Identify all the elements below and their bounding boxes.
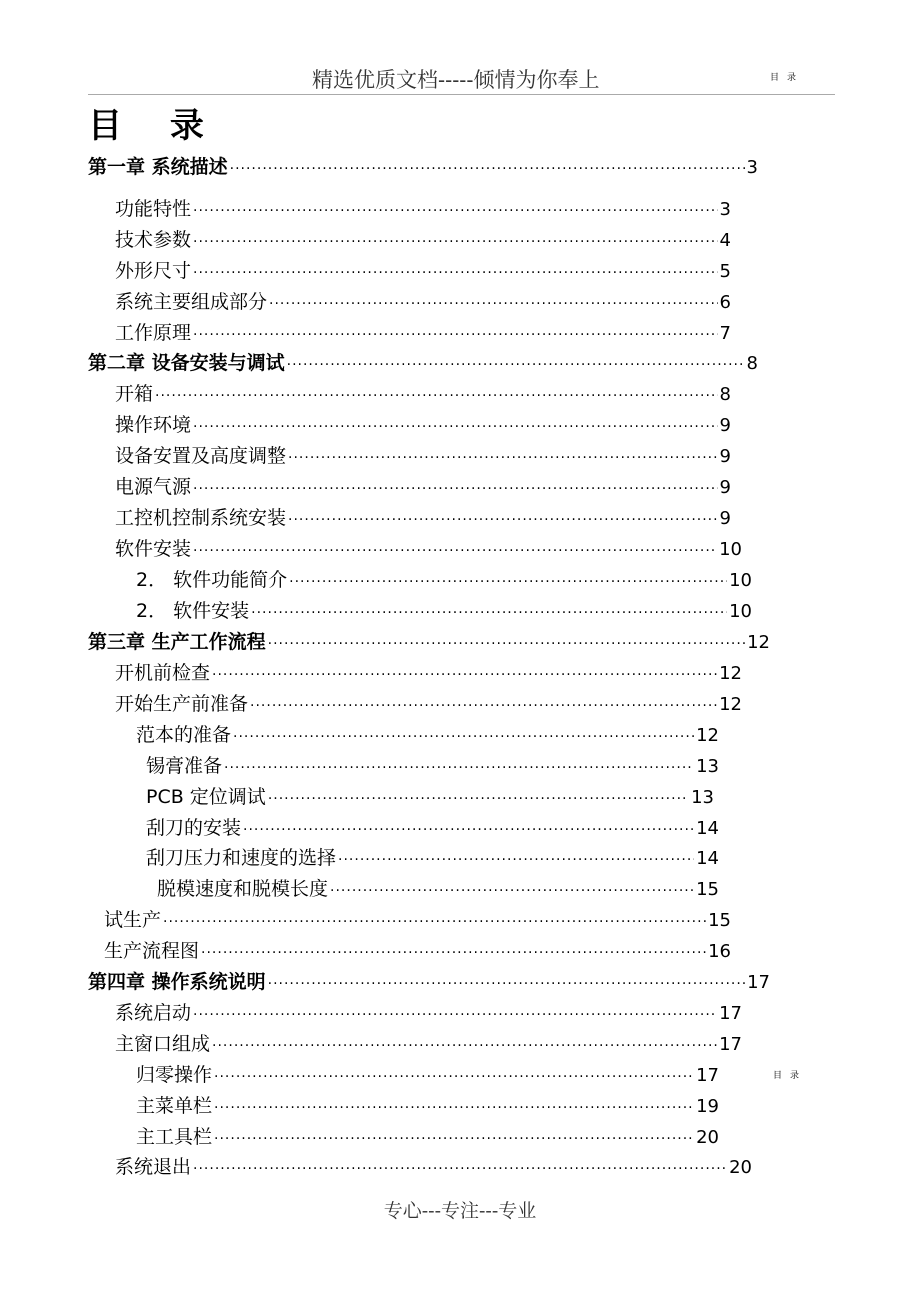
toc-entry-label: 试生产 bbox=[104, 909, 162, 931]
toc-entry-label: 第四章 操作系统说明 bbox=[88, 971, 266, 993]
page-title: 目 录 bbox=[88, 106, 222, 146]
toc-entry[interactable] bbox=[146, 782, 714, 810]
page-header-text: 精选优质文档-----倾情为你奉上 bbox=[312, 68, 600, 92]
toc-page-number: 13 bbox=[696, 756, 719, 777]
toc-page-number: 12 bbox=[719, 694, 742, 715]
toc-entry-label: 刮刀的安装 bbox=[146, 817, 242, 839]
toc-entry[interactable] bbox=[115, 689, 742, 717]
page-footer: 专心---专注---专业 bbox=[383, 1200, 537, 1222]
toc-dot-leader bbox=[243, 822, 694, 838]
toc-page-number: 7 bbox=[719, 323, 731, 344]
toc-entry-label: 软件安装 bbox=[115, 538, 192, 560]
toc-page-number: 6 bbox=[719, 292, 731, 313]
toc-page-number: 20 bbox=[729, 1157, 752, 1178]
toc-entry[interactable] bbox=[115, 998, 742, 1026]
toc-entry-label: 范本的准备 bbox=[136, 724, 232, 746]
toc-page-number: 12 bbox=[696, 725, 719, 746]
toc-entry[interactable] bbox=[115, 287, 731, 315]
toc-entry-label: 脱模速度和脱模长度 bbox=[157, 878, 329, 900]
toc-entry-label: 功能特性 bbox=[115, 198, 192, 220]
toc-entry[interactable] bbox=[115, 256, 731, 284]
toc-dot-leader bbox=[193, 481, 718, 497]
toc-dot-leader bbox=[288, 450, 718, 466]
toc-dot-leader bbox=[224, 760, 694, 776]
toc-dot-leader bbox=[269, 296, 718, 312]
toc-entry[interactable] bbox=[115, 1029, 742, 1057]
toc-entry[interactable] bbox=[146, 751, 719, 779]
toc-entry[interactable] bbox=[115, 225, 731, 253]
toc-page-number: 9 bbox=[719, 508, 731, 529]
toc-dot-leader bbox=[155, 388, 718, 404]
toc-entry[interactable] bbox=[115, 194, 731, 222]
toc-page-number: 14 bbox=[696, 848, 719, 869]
toc-entry-label: 主工具栏 bbox=[136, 1126, 213, 1148]
toc-entry[interactable] bbox=[136, 1122, 719, 1150]
toc-entry-label: 主窗口组成 bbox=[115, 1033, 211, 1055]
toc-entry-label: 第一章 系统描述 bbox=[88, 156, 228, 178]
toc-entry-label: 外形尺寸 bbox=[115, 260, 192, 282]
toc-entry[interactable] bbox=[115, 379, 731, 407]
toc-dot-leader bbox=[287, 357, 745, 373]
toc-dot-leader bbox=[201, 945, 706, 961]
toc-page-number: 13 bbox=[691, 787, 714, 808]
toc-dot-leader bbox=[212, 1038, 717, 1054]
toc-entry-label: 开箱 bbox=[115, 383, 154, 405]
toc-entry[interactable] bbox=[115, 441, 731, 469]
toc-entry[interactable] bbox=[104, 936, 731, 964]
toc-chapter-entry[interactable] bbox=[88, 348, 758, 376]
toc-dot-leader bbox=[330, 883, 694, 899]
toc-dot-leader bbox=[193, 1161, 727, 1177]
toc-entry[interactable] bbox=[157, 874, 719, 902]
toc-entry[interactable] bbox=[136, 1091, 719, 1119]
toc-entry[interactable] bbox=[136, 1060, 719, 1088]
toc-page-number: 4 bbox=[719, 230, 731, 251]
toc-page-number: 12 bbox=[719, 663, 742, 684]
toc-entry-label: 系统退出 bbox=[115, 1156, 192, 1178]
toc-entry[interactable] bbox=[115, 410, 731, 438]
toc-dot-leader bbox=[251, 605, 727, 621]
toc-page-number: 10 bbox=[729, 570, 752, 591]
toc-entry[interactable] bbox=[115, 472, 731, 500]
toc-entry-label: 主菜单栏 bbox=[136, 1095, 213, 1117]
toc-dot-leader bbox=[268, 636, 745, 652]
toc-dot-leader bbox=[288, 512, 718, 528]
side-section-mark: 目录 bbox=[773, 1071, 808, 1081]
toc-entry-label: 刮刀压力和速度的选择 bbox=[146, 847, 337, 869]
toc-entry[interactable] bbox=[115, 534, 742, 562]
toc-entry-label: 系统主要组成部分 bbox=[115, 291, 268, 313]
toc-page-number: 3 bbox=[719, 199, 731, 220]
toc-entry-label: PCB 定位调试 bbox=[146, 786, 266, 808]
toc-dot-leader bbox=[193, 234, 718, 250]
header-section-mark: 目录 bbox=[770, 73, 805, 83]
toc-chapter-entry[interactable] bbox=[88, 627, 770, 655]
toc-dot-leader bbox=[193, 203, 718, 219]
toc-entry[interactable] bbox=[136, 720, 719, 748]
toc-entry[interactable] bbox=[104, 905, 731, 933]
toc-entry-label: 工控机控制系统安装 bbox=[115, 507, 287, 529]
toc-page-number: 5 bbox=[719, 261, 731, 282]
toc-entry-label: 第三章 生产工作流程 bbox=[88, 631, 266, 653]
toc-dot-leader bbox=[338, 852, 694, 868]
toc-page-number: 17 bbox=[719, 1003, 742, 1024]
toc-page-number: 19 bbox=[696, 1096, 719, 1117]
toc-dot-leader bbox=[289, 574, 727, 590]
toc-entry-label: 技术参数 bbox=[115, 229, 192, 251]
toc-page-number: 20 bbox=[696, 1127, 719, 1148]
toc-entry[interactable] bbox=[136, 565, 752, 593]
toc-entry-label: 归零操作 bbox=[136, 1064, 213, 1086]
toc-page-number: 17 bbox=[719, 1034, 742, 1055]
toc-page-number: 10 bbox=[719, 539, 742, 560]
toc-entry-label: 开始生产前准备 bbox=[115, 693, 249, 715]
toc-page-number: 16 bbox=[708, 941, 731, 962]
toc-dot-leader bbox=[193, 1007, 717, 1023]
toc-dot-leader bbox=[163, 914, 706, 930]
toc-dot-leader bbox=[193, 419, 718, 435]
toc-page-number: 17 bbox=[696, 1065, 719, 1086]
toc-entry[interactable] bbox=[136, 596, 752, 624]
header-divider bbox=[88, 94, 835, 95]
toc-page-number: 15 bbox=[696, 879, 719, 900]
toc-page-number: 8 bbox=[746, 353, 758, 374]
toc-page-number: 10 bbox=[729, 601, 752, 622]
toc-entry[interactable] bbox=[115, 1152, 752, 1180]
toc-page-number: 12 bbox=[747, 632, 770, 653]
toc-dot-leader bbox=[214, 1100, 694, 1116]
toc-dot-leader bbox=[268, 976, 745, 992]
toc-page-number: 9 bbox=[719, 477, 731, 498]
toc-entry-label: 电源气源 bbox=[115, 476, 192, 498]
toc-entry-label: 系统启动 bbox=[115, 1002, 192, 1024]
toc-entry[interactable] bbox=[115, 658, 742, 686]
toc-page-number: 14 bbox=[696, 818, 719, 839]
toc-dot-leader bbox=[212, 667, 717, 683]
toc-entry-label: 工作原理 bbox=[115, 322, 192, 344]
toc-entry[interactable] bbox=[146, 813, 719, 841]
toc-dot-leader bbox=[268, 791, 689, 807]
toc-entry-label: 生产流程图 bbox=[104, 940, 200, 962]
toc-dot-leader bbox=[214, 1069, 694, 1085]
toc-entry[interactable] bbox=[115, 318, 731, 346]
toc-entry-label: 2． 软件功能简介 bbox=[136, 569, 288, 591]
toc-page-number: 3 bbox=[746, 157, 758, 178]
toc-page-number: 15 bbox=[708, 910, 731, 931]
toc-page-number: 8 bbox=[719, 384, 731, 405]
toc-entry-label: 2． 软件安装 bbox=[136, 600, 250, 622]
toc-entry-label: 第二章 设备安装与调试 bbox=[88, 352, 285, 374]
toc-entry[interactable] bbox=[115, 503, 731, 531]
toc-chapter-entry[interactable] bbox=[88, 152, 758, 180]
toc-page-number: 17 bbox=[747, 972, 770, 993]
toc-entry-label: 开机前检查 bbox=[115, 662, 211, 684]
toc-dot-leader bbox=[214, 1131, 694, 1147]
toc-chapter-entry[interactable] bbox=[88, 967, 770, 995]
toc-dot-leader bbox=[193, 265, 718, 281]
toc-entry-label: 锡膏准备 bbox=[146, 755, 223, 777]
toc-entry[interactable] bbox=[146, 843, 719, 871]
toc-entry-label: 操作环境 bbox=[115, 414, 192, 436]
toc-dot-leader bbox=[230, 161, 745, 177]
toc-dot-leader bbox=[233, 729, 694, 745]
toc-dot-leader bbox=[250, 698, 717, 714]
toc-page-number: 9 bbox=[719, 415, 731, 436]
toc-dot-leader bbox=[193, 327, 718, 343]
toc-dot-leader bbox=[193, 543, 717, 559]
toc-page-number: 9 bbox=[719, 446, 731, 467]
toc-entry-label: 设备安置及高度调整 bbox=[115, 445, 287, 467]
